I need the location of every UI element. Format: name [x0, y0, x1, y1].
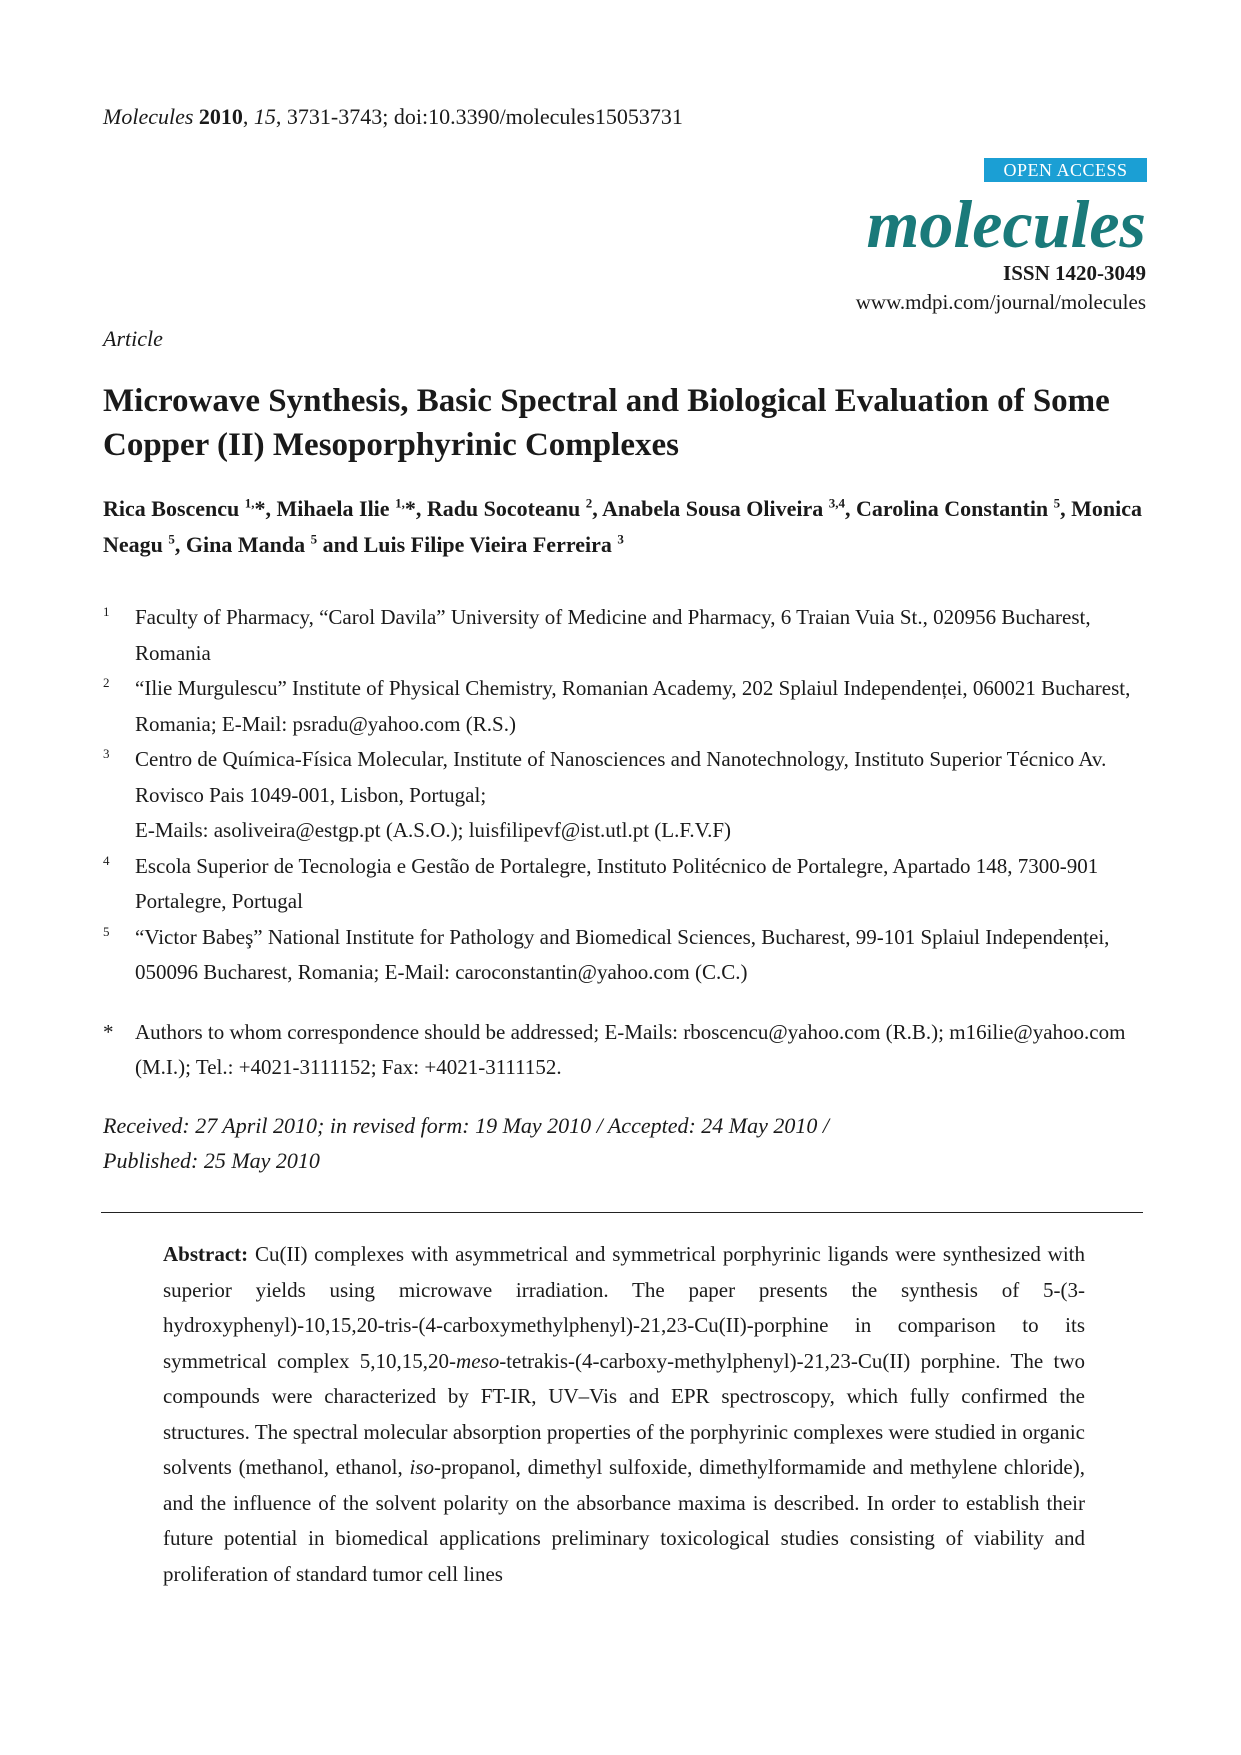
correspondence-star: *: [103, 1020, 114, 1044]
author-name: Rica Boscencu: [103, 496, 245, 521]
author-name: Anabela Sousa Oliveira: [602, 496, 829, 521]
author-separator: and: [317, 532, 364, 557]
author-affiliation-ref: 3: [617, 531, 624, 547]
author-name: Luis Filipe Vieira Ferreira: [363, 532, 618, 557]
affiliation-number: 4: [103, 852, 110, 868]
abstract-text-3: -propanol, dimethyl sulfoxide, dimethylformamide and methylene chloride), and the influence of the solvent polarity on the absorbance maxima is described. In order to establish their future potential in biomedical applications preliminary toxicological studies consisting of viability and proliferation of standard tumor cell lines: [163, 1455, 1085, 1586]
author-name: Carolina Constantin: [856, 496, 1054, 521]
affiliation-number: 3: [103, 746, 110, 761]
article-type: Article: [103, 326, 163, 351]
publication-dates: [103, 1108, 1153, 1178]
abstract-text-1: Cu(II) complexes with asymmetrical and symmetrical porphyrinic ligands were synthesized with superior yields using microwave irradiation. The paper presents the synthesis of 5-(3-hydroxyphenyl)-10,15,20-tris-(4-carboxymethylphenyl)-21,23-Cu(II)-porphine in comparison to its symmetrical complex 5,10,15,20-: [163, 1242, 1085, 1373]
section-divider: [101, 1212, 1143, 1213]
correspondence-text: Authors to whom correspondence should be addressed; E-Mails: rboscencu@yahoo.com (R.B.); m16ilie@yahoo.com (M.I.); Tel.: +4021-3111152; Fax: +4021-3111152.: [135, 1020, 1126, 1079]
abstract-label: Abstract:: [163, 1242, 249, 1266]
journal-logo: molecules: [866, 186, 1146, 262]
affiliation-text: “Victor Babeş” National Institute for Pathology and Biomedical Sciences, Bucharest, 99-101 Splaiul Independenței, 050096 Bucharest, Romania; E-Mail: caroconstantin@yahoo.com (C.C.): [135, 924, 1110, 984]
affiliation-text: Centro de Química-Física Molecular, Institute of Nanosciences and Nanotechnology, Instituto Superior Técnico Av. Rovisco Pais 1049-001, Lisbon, Portugal;: [135, 747, 1107, 807]
abstract-iso: iso: [409, 1455, 434, 1479]
author-list: [103, 491, 1143, 563]
affiliation-5: [103, 920, 1153, 991]
affiliation-4: [103, 849, 1153, 920]
affiliation-number: 5: [103, 923, 110, 939]
affiliation-text: Faculty of Pharmacy, “Carol Davila” University of Medicine and Pharmacy, 6 Traian Vuia St., 020956 Bucharest, Romania: [135, 605, 1091, 665]
author-name: Radu Socoteanu: [426, 496, 586, 521]
author-separator: ,: [592, 496, 603, 521]
open-access-badge: OPEN ACCESS: [984, 158, 1147, 182]
author-affiliation-ref: 3,4: [828, 495, 846, 511]
author-separator: ,: [1060, 496, 1072, 521]
author-affiliation-ref: 5: [1053, 495, 1061, 511]
author-separator: ,: [415, 496, 427, 521]
author-affiliation-ref: 5: [310, 531, 318, 547]
affiliation-2: [103, 671, 1153, 742]
dates-line-1: Received: 27 April 2010; in revised form: 19 May 2010 / Accepted: 24 May 2010 /: [103, 1113, 830, 1138]
abstract-meso: meso: [456, 1348, 500, 1373]
author-affiliation-ref: 1,: [395, 495, 405, 511]
author-affiliation-ref: 1,: [244, 495, 255, 511]
citation-volume: 15: [253, 104, 276, 129]
citation-year: 2010: [198, 104, 243, 129]
corresponding-mark: *: [254, 496, 266, 521]
author-separator: ,: [265, 496, 277, 521]
author-separator: ,: [845, 496, 857, 521]
journal-url[interactable]: www.mdpi.com/journal/molecules: [855, 290, 1146, 314]
affiliation-number: 1: [103, 604, 110, 619]
affiliation-number: 2: [103, 675, 110, 690]
citation-journal: Molecules: [103, 104, 194, 129]
author-name: Mihaela Ilie: [276, 496, 396, 521]
author-separator: ,: [174, 532, 186, 557]
correspondence-note: [103, 1015, 1153, 1085]
dates-line-2: Published: 25 May 2010: [103, 1148, 320, 1173]
affiliations: [103, 600, 1153, 991]
author-affiliation-ref: 5: [168, 531, 175, 547]
author-name: Gina Manda: [185, 532, 311, 557]
affiliation-3: [103, 742, 1153, 849]
affiliation-text: Escola Superior de Tecnologia e Gestão de Portalegre, Instituto Politécnico de Portalegre, Apartado 148, 7300-901 Portalegre, Portugal: [135, 853, 1099, 913]
paper-title: Microwave Synthesis, Basic Spectral and Biological Evaluation of Some Copper (II) Mesoporphyrinic Complexes: [103, 383, 1110, 463]
author-name: Monica Neagu: [103, 496, 1143, 557]
abstract: [163, 1237, 1085, 1592]
affiliation-1: [103, 600, 1153, 671]
affiliation-text: “Ilie Murgulescu” Institute of Physical Chemistry, Romanian Academy, 202 Splaiul Independenței, 060021 Bucharest, Romania; E-Mail: psradu@yahoo.com (R.S.): [135, 676, 1131, 736]
corresponding-mark: *: [404, 496, 416, 521]
author-affiliation-ref: 2: [585, 495, 593, 511]
affiliation-emails: E-Mails: asoliveira@estgp.pt (A.S.O.); luisfilipevf@ist.utl.pt (L.F.V.F): [135, 818, 731, 842]
issn: ISSN 1420-3049: [1003, 261, 1146, 285]
citation-rest: , 3731-3743; doi:10.3390/molecules15053731: [275, 104, 683, 129]
abstract-text-2: -tetrakis-(4-carboxy-methylphenyl)-21,23-Cu(II) porphine. The two compounds were characterized by FT-IR, UV–Vis and EPR spectroscopy, which fully confirmed the structures. The spectral molecular absorption properties of the porphyrinic complexes were studied in organic solvents (methanol, ethanol,: [163, 1348, 1085, 1479]
citation-line: Molecules 2010, 15, 3731-3743; doi:10.3390/molecules15053731: [103, 104, 683, 129]
